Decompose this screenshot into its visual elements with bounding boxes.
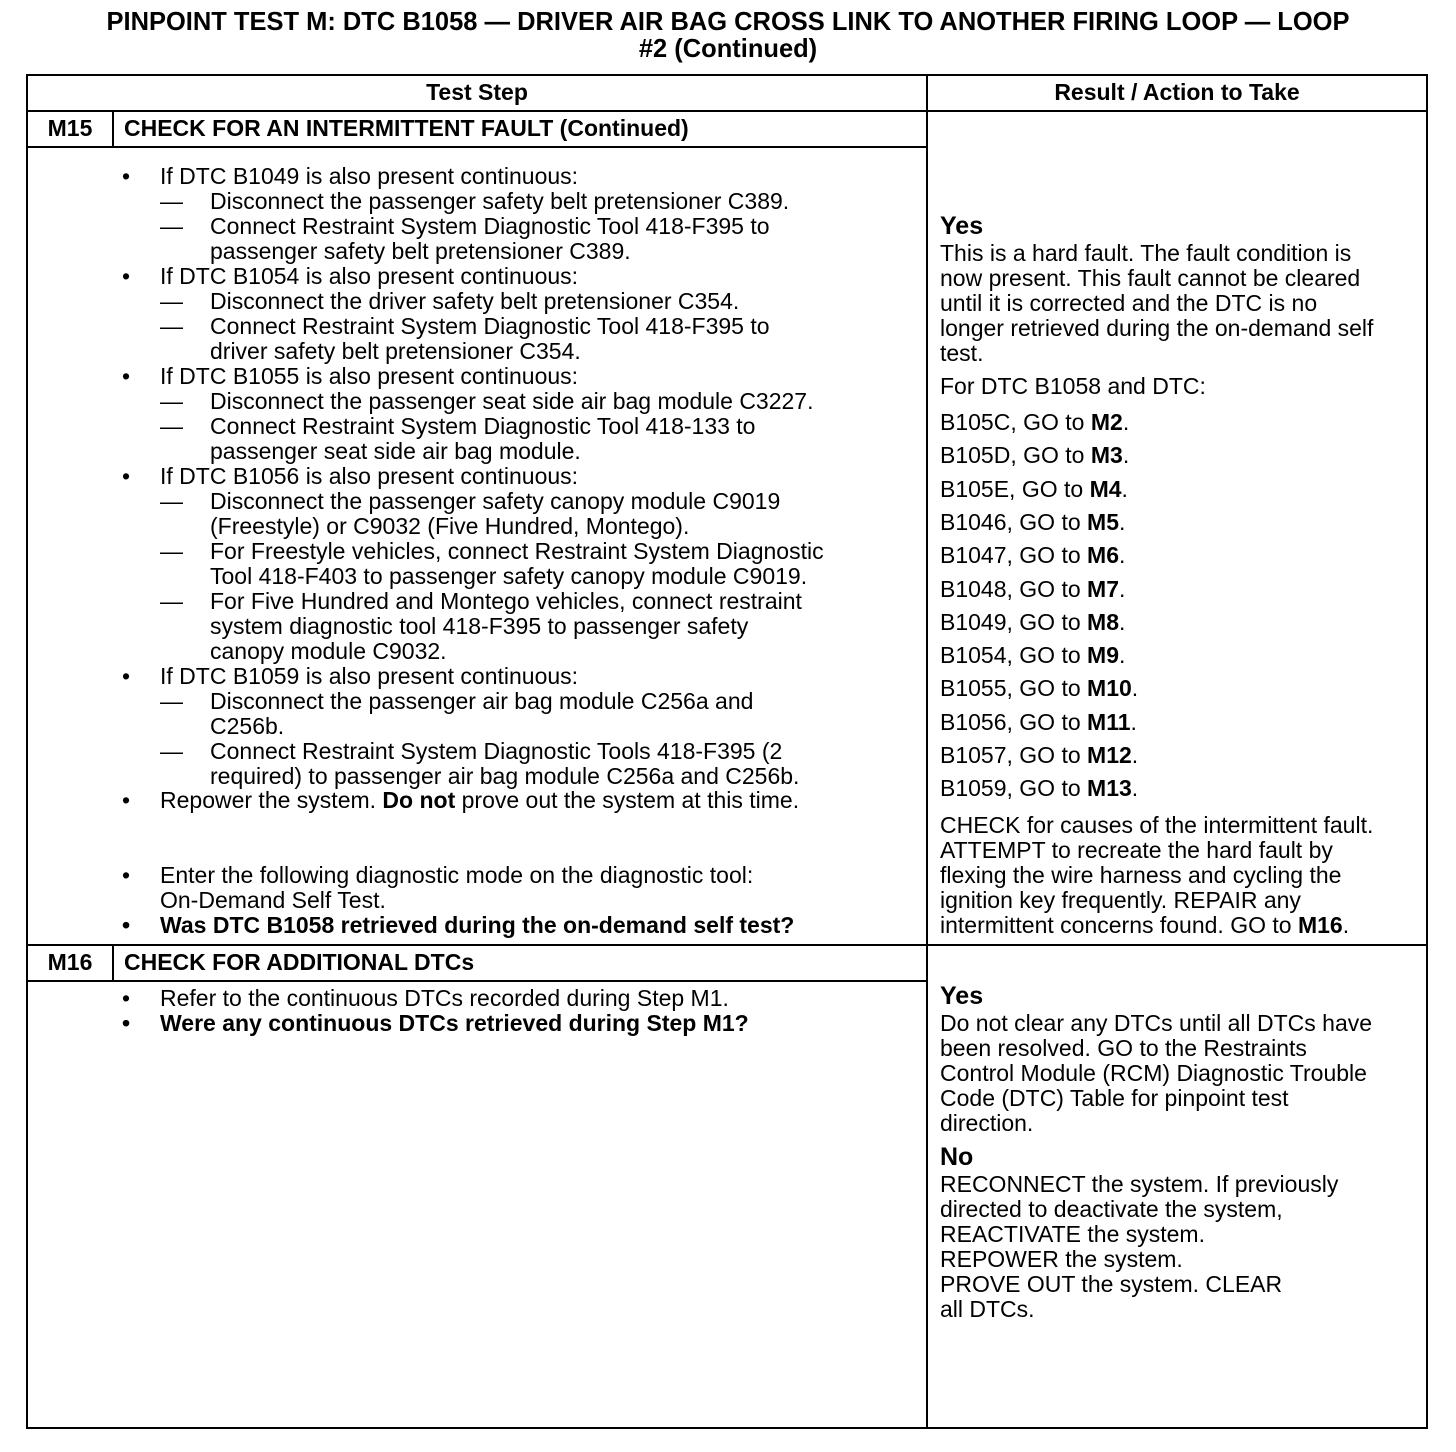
instruction-line: Disconnect the passenger seat side air bag module C3227.	[210, 388, 814, 414]
m16-yes-label: Yes	[940, 982, 984, 1010]
result-line: now present. This fault cannot be cleared	[940, 265, 1361, 291]
dtc-code: B105D, GO to	[940, 442, 1091, 469]
result-line: RECONNECT the system. If previously	[940, 1171, 1339, 1197]
goto-period: .	[1122, 409, 1130, 435]
bullet-marker: •	[122, 163, 131, 189]
goto-period: .	[1122, 442, 1130, 469]
check-last-period: .	[1342, 912, 1350, 938]
instruction-line: passenger safety belt pretensioner C389.	[210, 238, 631, 264]
instruction-line: For Freestyle vehicles, connect Restraint System Diagnostic	[210, 538, 824, 564]
goto-item	[940, 543, 1125, 568]
goto-step-link[interactable]: M2	[1090, 409, 1123, 435]
instruction-line: Connect Restraint System Diagnostic Tool 418-F395 to	[210, 313, 770, 339]
instruction-line: Connect Restraint System Diagnostic Tool 418-F395 to	[210, 213, 770, 239]
dash-marker: —	[160, 588, 183, 614]
goto-item	[940, 477, 1128, 502]
goto-period: .	[1118, 642, 1126, 669]
dtc-code: B1054, GO to	[940, 642, 1088, 669]
instruction-line: C256b.	[210, 713, 285, 739]
goto-item	[940, 743, 1138, 768]
goto-item	[940, 443, 1129, 468]
result-line: This is a hard fault. The fault condition is	[940, 240, 1352, 266]
bullet-marker: •	[122, 463, 131, 489]
result-line: REPOWER the system.	[940, 1246, 1183, 1272]
dtc-code: B105E, GO to	[940, 475, 1090, 502]
goto-period: .	[1118, 608, 1126, 635]
goto-step-link[interactable]: M3	[1090, 442, 1123, 469]
dtc-code: B1056, GO to	[940, 708, 1088, 735]
instruction-line: If DTC B1056 is also present continuous:	[160, 463, 579, 489]
instruction-line: (Freestyle) or C9032 (Five Hundred, Montego).	[210, 513, 690, 539]
goto-item	[940, 510, 1125, 535]
goto-period: .	[1131, 775, 1139, 802]
dtc-code: B1057, GO to	[940, 742, 1088, 768]
instruction-line: canopy module C9032.	[210, 638, 447, 664]
m15-question-bullet: •	[122, 912, 131, 938]
m15-yes-label: Yes	[940, 212, 984, 240]
instruction-line: Disconnect the passenger air bag module C256a and	[210, 688, 754, 714]
result-line: directed to deactivate the system,	[940, 1196, 1283, 1222]
bullet-marker: •	[122, 663, 131, 689]
m16-bullet-2: •	[122, 1010, 131, 1036]
instruction-line: Disconnect the passenger safety canopy module C9019	[210, 488, 781, 514]
result-line: CHECK for causes of the intermittent fault.	[940, 812, 1374, 838]
goto-period: .	[1131, 675, 1139, 702]
goto-period: .	[1131, 742, 1139, 768]
instruction-line: Connect Restraint System Diagnostic Tools 418-F395 (2	[210, 738, 783, 764]
result-line: been resolved. GO to the Restraints	[940, 1035, 1307, 1061]
goto-period: .	[1130, 708, 1137, 735]
title-line-2: #2 (Continued)	[638, 33, 818, 63]
dash-marker: —	[160, 313, 183, 339]
bullet-marker: •	[122, 363, 131, 389]
dash-marker: —	[160, 388, 183, 414]
check-last-text: intermittent concerns found. GO to	[940, 912, 1298, 938]
m16-question: Were any continuous DTCs retrieved during Step M1?	[160, 1010, 749, 1036]
m15-check-last-line	[940, 913, 1349, 938]
m15-repower-bullet: •	[122, 787, 131, 813]
goto-step-link[interactable]: M10	[1087, 675, 1132, 702]
repower-text: Repower the system.	[160, 787, 383, 813]
goto-item	[940, 643, 1125, 668]
result-line: flexing the wire harness and cycling the	[940, 862, 1342, 888]
result-line: Code (DTC) Table for pinpoint test	[940, 1085, 1289, 1111]
dash-marker: —	[160, 413, 183, 439]
goto-step-link[interactable]: M4	[1089, 475, 1122, 502]
goto-item	[940, 577, 1125, 602]
goto-step-link[interactable]: M9	[1087, 642, 1119, 669]
goto-period: .	[1118, 575, 1126, 602]
dtc-code: B1048, GO to	[940, 575, 1088, 602]
result-line: longer retrieved during the on-demand self	[940, 315, 1374, 341]
goto-period: .	[1118, 542, 1126, 569]
instruction-line: If DTC B1055 is also present continuous:	[160, 363, 579, 389]
goto-period: .	[1118, 508, 1126, 535]
step-id-m16: M16	[47, 949, 93, 975]
m15-repower	[160, 788, 799, 813]
dash-marker: —	[160, 738, 183, 764]
goto-item	[940, 710, 1137, 735]
goto-item	[940, 676, 1138, 701]
goto-item	[940, 610, 1125, 635]
result-line: all DTCs.	[940, 1296, 1035, 1322]
m16-no-label: No	[940, 1143, 974, 1171]
m15-for-dtc: For DTC B1058 and DTC:	[940, 373, 1206, 399]
result-line: PROVE OUT the system. CLEAR	[940, 1271, 1283, 1297]
repower-emphasis: Do not	[382, 787, 456, 813]
instruction-line: required) to passenger air bag module C256a and C256b.	[210, 763, 800, 789]
instruction-line: system diagnostic tool 418-F395 to passenger safety	[210, 613, 749, 639]
goto-step-link[interactable]: M12	[1087, 742, 1132, 768]
dash-marker: —	[160, 538, 183, 564]
bullet-marker: •	[122, 263, 131, 289]
goto-item	[940, 776, 1138, 801]
step-id-m15: M15	[47, 115, 93, 141]
instruction-line: Connect Restraint System Diagnostic Tool 418-133 to	[210, 413, 756, 439]
instruction-line: If DTC B1049 is also present continuous:	[160, 163, 579, 189]
instruction-line: For Five Hundred and Montego vehicles, connect restraint	[210, 588, 802, 614]
dash-marker: —	[160, 688, 183, 714]
instruction-line: passenger seat side air bag module.	[210, 438, 581, 464]
goto-item	[940, 410, 1129, 435]
instruction-line: Tool 418-F403 to passenger safety canopy module C9019.	[210, 563, 808, 589]
result-line: ignition key frequently. REPAIR any	[940, 887, 1301, 913]
result-line: until it is corrected and the DTC is no	[940, 290, 1318, 316]
goto-step-link[interactable]: M7	[1087, 575, 1119, 602]
goto-step-link[interactable]: M13	[1087, 775, 1132, 802]
dash-marker: —	[160, 488, 183, 514]
goto-m16-link[interactable]: M16	[1297, 912, 1343, 938]
dtc-code: B1059, GO to	[940, 775, 1088, 802]
result-line: test.	[940, 340, 984, 366]
result-line: Control Module (RCM) Diagnostic Trouble	[940, 1060, 1367, 1086]
step-heading-m15: CHECK FOR AN INTERMITTENT FAULT (Continued)	[124, 115, 689, 141]
dtc-code: B1046, GO to	[940, 508, 1088, 535]
result-line: direction.	[940, 1110, 1034, 1136]
result-line: Do not clear any DTCs until all DTCs have	[940, 1010, 1373, 1036]
m15-question: Was DTC B1058 retrieved during the on-demand self test?	[160, 912, 795, 938]
m15-enter-line-2: On-Demand Self Test.	[160, 887, 386, 913]
dtc-code: B105C, GO to	[940, 409, 1091, 435]
instruction-line: driver safety belt pretensioner C354.	[210, 338, 581, 364]
goto-period: .	[1121, 475, 1128, 502]
m15-enter-bullet: •	[122, 862, 131, 888]
instruction-line: If DTC B1054 is also present continuous:	[160, 263, 579, 289]
m16-bullet-1: •	[122, 985, 131, 1011]
header-result-action: Result / Action to Take	[1054, 79, 1300, 105]
m16-line-1: Refer to the continuous DTCs recorded during Step M1.	[160, 985, 729, 1011]
dash-marker: —	[160, 213, 183, 239]
header-test-step: Test Step	[426, 79, 528, 105]
page-title	[15, 8, 1442, 62]
result-line: REACTIVATE the system.	[940, 1221, 1205, 1247]
goto-step-link[interactable]: M5	[1087, 508, 1119, 535]
dash-marker: —	[160, 188, 183, 214]
m15-enter-line-1: Enter the following diagnostic mode on the diagnostic tool:	[160, 862, 754, 888]
goto-step-link[interactable]: M11	[1087, 708, 1131, 735]
step-heading-m16: CHECK FOR ADDITIONAL DTCs	[124, 949, 475, 975]
dtc-code: B1055, GO to	[940, 675, 1088, 702]
instruction-line: If DTC B1059 is also present continuous:	[160, 663, 579, 689]
instruction-line: Disconnect the passenger safety belt pretensioner C389.	[210, 188, 790, 214]
goto-step-link[interactable]: M6	[1087, 542, 1119, 569]
dtc-code: B1049, GO to	[940, 608, 1088, 635]
title-line-1: PINPOINT TEST M: DTC B1058 — DRIVER AIR BAG CROSS LINK TO ANOTHER FIRING LOOP — LOOP	[106, 6, 1350, 36]
dtc-code: B1047, GO to	[940, 542, 1088, 569]
result-line: ATTEMPT to recreate the hard fault by	[940, 837, 1333, 863]
goto-step-link[interactable]: M8	[1087, 608, 1119, 635]
repower-text-end: prove out the system at this time.	[455, 787, 800, 813]
dash-marker: —	[160, 288, 183, 314]
instruction-line: Disconnect the driver safety belt pretensioner C354.	[210, 288, 740, 314]
